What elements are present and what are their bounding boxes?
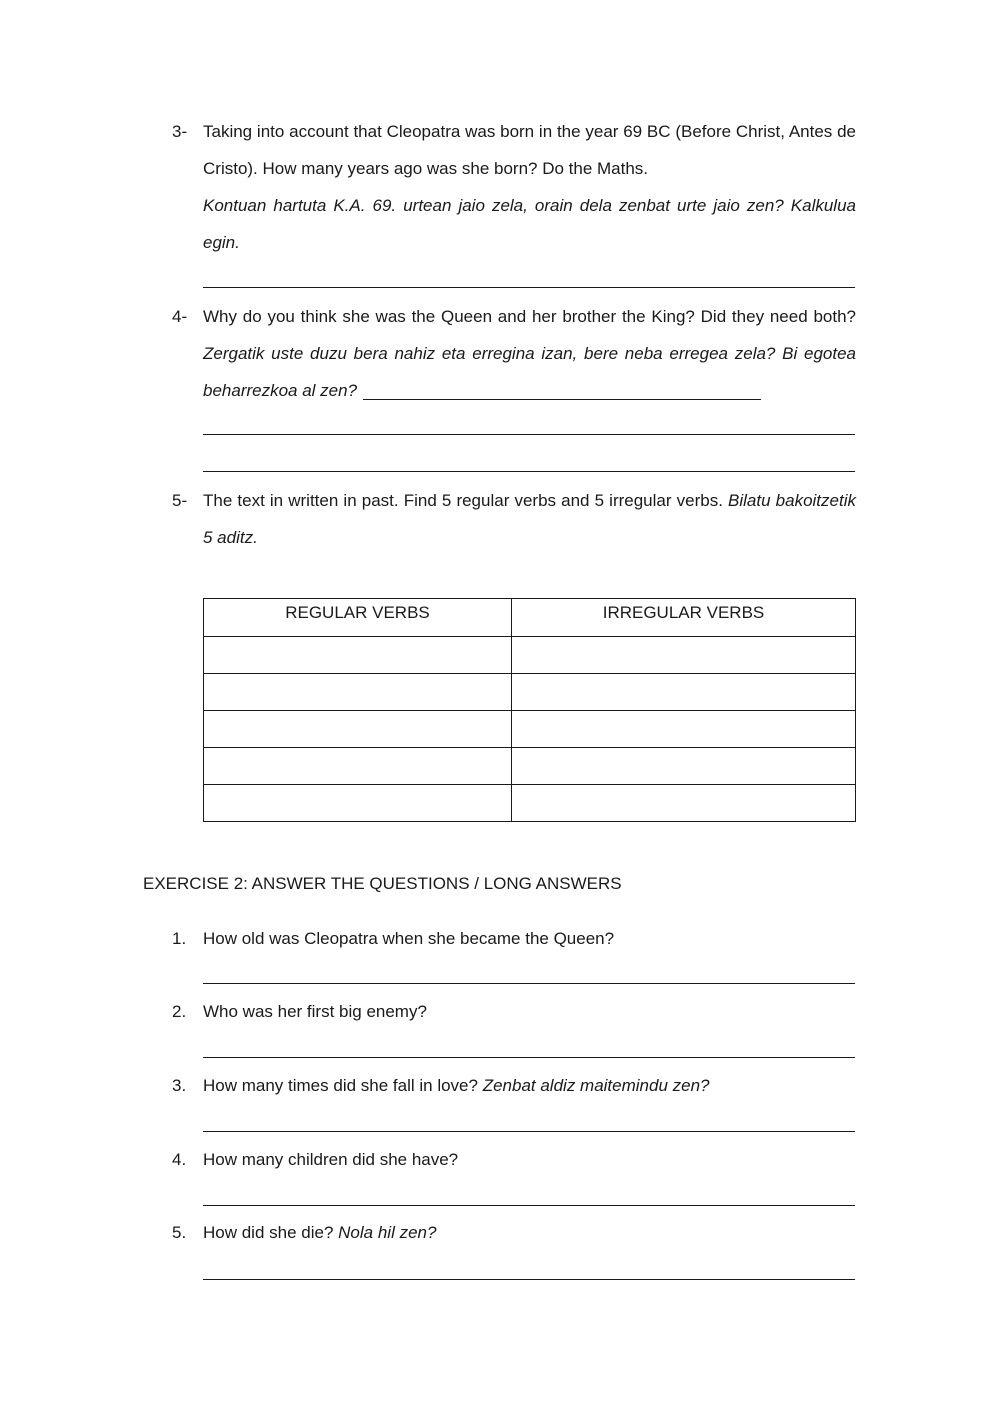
answer-line-inline[interactable] — [363, 399, 761, 400]
table-cell[interactable] — [512, 785, 856, 822]
exercise-2-item-5 — [172, 1219, 856, 1247]
item-number: 3. — [172, 1076, 187, 1095]
table-cell[interactable] — [512, 674, 856, 711]
item-text: How many children did she have? — [203, 1150, 459, 1169]
answer-line[interactable] — [203, 1131, 855, 1132]
item-text: How old was Cleopatra when she became the Queen? — [203, 929, 615, 948]
exercise-2-item-3 — [172, 1072, 856, 1100]
item-text: How many times did she fall in love? — [203, 1076, 478, 1095]
question-number: 3- — [172, 122, 188, 141]
exercise-2-heading: EXERCISE 2: ANSWER THE QUESTIONS / LONG ANSWERS — [143, 874, 622, 893]
table-row — [204, 785, 856, 822]
question-text: The text in written in past. Find 5 regular verbs and 5 irregular verbs. — [203, 491, 723, 510]
table-row — [204, 748, 856, 785]
question-text: Taking into account that Cleopatra was born in the year 69 BC (Before Christ, Antes de Cristo). How many years ago was she born? Do the Maths. — [203, 122, 856, 178]
table-cell[interactable] — [204, 674, 512, 711]
table-cell[interactable] — [512, 637, 856, 674]
table-cell[interactable] — [204, 711, 512, 748]
item-number: 5. — [172, 1223, 187, 1242]
question-number: 4- — [172, 307, 188, 326]
question-basque-text: Bilatu bakoitzetik 5 aditz. — [203, 491, 856, 547]
question-3 — [172, 113, 856, 261]
table-cell[interactable] — [512, 748, 856, 785]
question-basque-text: Kontuan hartuta K.A. 69. urtean jaio zela, orain dela zenbat urte jaio zen? Kalkulua egin. — [203, 196, 856, 252]
item-text: How did she die? — [203, 1223, 334, 1242]
answer-line[interactable] — [203, 1279, 855, 1280]
answer-line[interactable] — [203, 983, 855, 984]
table-row — [204, 637, 856, 674]
exercise-2-item-2 — [172, 998, 856, 1026]
table-cell[interactable] — [204, 637, 512, 674]
question-text: Why do you think she was the Queen and her brother the King? Did they need both? — [203, 307, 856, 326]
answer-line[interactable] — [203, 1205, 855, 1206]
item-number: 4. — [172, 1150, 187, 1169]
column-header-irregular: IRREGULAR VERBS — [512, 599, 856, 637]
table-cell[interactable] — [512, 711, 856, 748]
answer-line[interactable] — [203, 471, 855, 472]
table-row — [204, 711, 856, 748]
question-basque-text: Zergatik uste duzu bera nahiz eta erregina izan, bere neba erregea zela? Bi egotea beharrezkoa al zen? — [203, 344, 856, 400]
item-basque-text: Zenbat aldiz maitemindu zen? — [482, 1076, 710, 1095]
item-text: Who was her first big enemy? — [203, 1002, 427, 1021]
answer-line[interactable] — [203, 287, 855, 288]
item-number: 1. — [172, 929, 187, 948]
item-number: 2. — [172, 1002, 187, 1021]
question-number: 5- — [172, 491, 188, 510]
question-5 — [172, 482, 856, 556]
question-4 — [172, 298, 856, 409]
exercise-2-item-1 — [172, 925, 856, 953]
item-basque-text: Nola hil zen? — [338, 1223, 437, 1242]
column-header-regular: REGULAR VERBS — [204, 599, 512, 637]
table-cell[interactable] — [204, 785, 512, 822]
answer-line[interactable] — [203, 434, 855, 435]
table-row — [204, 674, 856, 711]
table-cell[interactable] — [204, 748, 512, 785]
answer-line[interactable] — [203, 1057, 855, 1058]
exercise-2-item-4 — [172, 1146, 856, 1174]
verbs-table — [203, 598, 856, 822]
